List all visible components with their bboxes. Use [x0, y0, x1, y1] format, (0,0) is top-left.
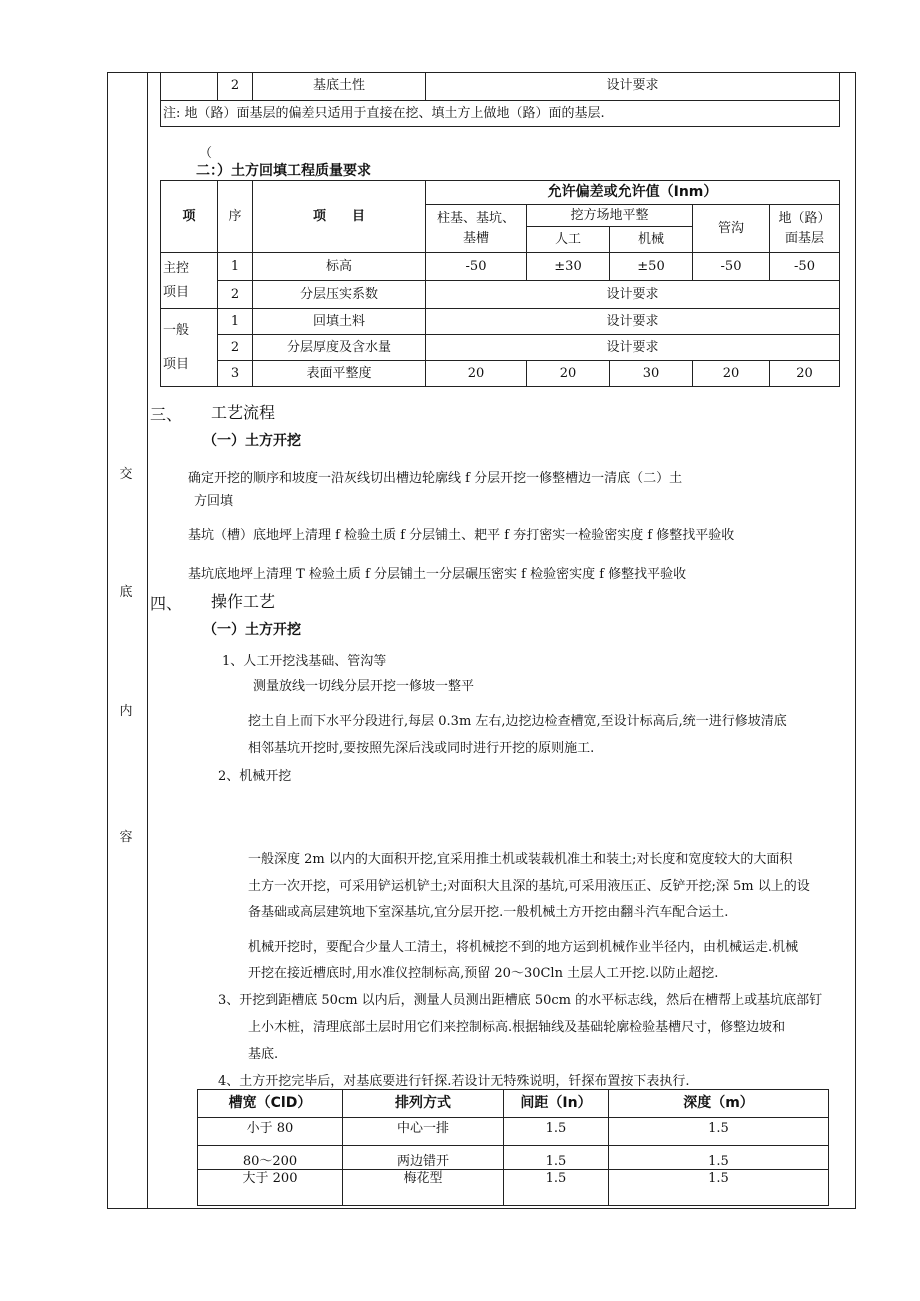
- row-item: 分层压实系数: [253, 281, 426, 309]
- section4-subtitle: （一）土方开挖: [203, 622, 301, 638]
- cell-value: -50: [693, 253, 770, 281]
- table-cell: 1.5: [504, 1118, 609, 1146]
- cell-value: 20: [527, 361, 610, 387]
- group-general: 一般 项目: [161, 309, 218, 387]
- section2-paren: （: [199, 146, 213, 161]
- paragraph: 机械开挖时，要配合少量人工清土，将机械挖不到的地方运到机械作业半径内，由机械运走.机械: [248, 940, 799, 955]
- cell-value: 20: [770, 361, 840, 387]
- row-num: 2: [218, 335, 253, 361]
- paragraph: 1、人工开挖浅基础、管沟等: [222, 654, 387, 669]
- paragraph: 土方一次开挖，可采用铲运机铲土;对面积大且深的基坑,可采用液压正、反铲开挖;深 5m 以上的设: [248, 879, 810, 894]
- table-cell: 1.5: [609, 1118, 829, 1146]
- table-note: 注: 地（路）面基层的偏差只适用于直接在挖、填土方上做地（路）面的基层.: [161, 100, 840, 126]
- flow-line: 基坑（槽）底地坪上清理 f 检验土质 f 分层铺土、耙平 f 夯打密实一检验密实度 f 修整找平验收: [188, 528, 735, 543]
- row-num: 2: [218, 281, 253, 309]
- cell-value: -50: [770, 253, 840, 281]
- side-label-char: 容: [119, 830, 133, 845]
- section4-number: 四、: [150, 594, 183, 613]
- header-site-grading: 挖方场地平整: [527, 205, 693, 227]
- table-cell: 1.5: [609, 1170, 829, 1206]
- cell-value: ±50: [610, 253, 693, 281]
- table-cell: 小于 80: [198, 1118, 343, 1146]
- flow-line: 方回填: [194, 494, 234, 509]
- paragraph: 挖土自上而下水平分段进行,每层 0.3m 左右,边挖边检查槽宽,至设计标高后,统一进行修坡清底: [248, 714, 787, 729]
- row-item: 分层厚度及含水量: [253, 335, 426, 361]
- paragraph: 上小木桩，清理底部土层时用它们来控制标高.根据轴线及基础轮廓检验基槽尺寸，修整边坡和: [248, 1020, 786, 1035]
- header-cell: 排列方式: [343, 1090, 504, 1118]
- cell-value: ±30: [527, 253, 610, 281]
- paragraph: 3、开挖到距槽底 50cm 以内后，测量人员测出距槽底 50cm 的水平标志线，然后在槽帮上或基坑底部钉: [218, 993, 823, 1008]
- paragraph: 开挖在接近槽底时,用水准仪控制标高,预留 20～30Cln 土层人工开挖.以防止超挖.: [248, 966, 719, 981]
- table-cell: 梅花型: [343, 1170, 504, 1206]
- row-num: 1: [218, 253, 253, 281]
- table-cell: 大于 200: [198, 1170, 343, 1206]
- cell-span: 设计要求: [426, 281, 840, 309]
- cell-value: 30: [610, 361, 693, 387]
- section3-title: 工艺流程: [211, 403, 276, 422]
- header-cell: 槽宽（ClD）: [198, 1090, 343, 1118]
- paragraph: 一般深度 2m 以内的大面积开挖,宜采用推土机或装载机准土和装土;对长度和宽度较大的大面积: [248, 852, 793, 867]
- row-item: 表面平整度: [253, 361, 426, 387]
- paragraph: 基底.: [248, 1047, 279, 1062]
- table-cell: 80～200: [198, 1146, 343, 1170]
- backfill-quality-table: [160, 180, 840, 387]
- top-table: [160, 72, 840, 127]
- cell-value: 20: [693, 361, 770, 387]
- paragraph: 4、土方开挖完毕后，对基底要进行钎探.若设计无特殊说明，钎探布置按下表执行.: [218, 1074, 690, 1089]
- paragraph: 备基础或高层建筑地下室深基坑,宜分层开挖.一般机械土方开挖由翻斗汽车配合运土.: [248, 905, 729, 920]
- side-label-char: 内: [119, 704, 133, 719]
- paragraph: 测量放线一切线分层开挖一修坡一整平: [253, 679, 475, 694]
- header-manual: 人工: [527, 227, 610, 253]
- section3-subtitle: （一）土方开挖: [203, 433, 301, 449]
- side-label-char: 底: [119, 585, 133, 600]
- header-machine: 机械: [610, 227, 693, 253]
- cell-span: 设计要求: [426, 335, 840, 361]
- header-cell: 深度（m）: [609, 1090, 829, 1118]
- row-item: 回填土料: [253, 309, 426, 335]
- paragraph: 相邻基坑开挖时,要按照先深后浅或同时进行开挖的原则施工.: [248, 741, 595, 756]
- header-trench: 管沟: [693, 205, 770, 253]
- table-cell: 中心一排: [343, 1118, 504, 1146]
- row-num: 3: [218, 361, 253, 387]
- side-divider: [147, 72, 148, 1209]
- probe-table: [197, 1089, 829, 1206]
- row-item: 基底土性: [253, 72, 426, 100]
- row-value: 设计要求: [426, 72, 840, 100]
- cell-value: -50: [426, 253, 527, 281]
- section3-number: 三、: [150, 405, 183, 424]
- table-cell: 1.5: [609, 1146, 829, 1170]
- header-cell: 间距（In）: [504, 1090, 609, 1118]
- group-main: 主控 项目: [161, 253, 218, 309]
- flow-line: 基坑底地坪上清理 T 检验土质 f 分层铺土一分层碾压密实 f 检验密实度 f 修整找平验收: [188, 567, 687, 582]
- header-xu: 序: [218, 181, 253, 253]
- table-cell: 两边错开: [343, 1146, 504, 1170]
- cell-value: 20: [426, 361, 527, 387]
- header-xiang: 项: [161, 181, 218, 253]
- header-item: 项 目: [253, 181, 426, 253]
- row-num: 1: [218, 309, 253, 335]
- row-item: 标高: [253, 253, 426, 281]
- header-allowance: 允许偏差或允许值（Inm）: [426, 181, 840, 205]
- cell-span: 设计要求: [426, 309, 840, 335]
- row-num: 2: [218, 72, 253, 100]
- table-cell: 1.5: [504, 1170, 609, 1206]
- paragraph: 2、机械开挖: [218, 769, 292, 784]
- header-col-pit: 柱基、基坑、 基槽: [426, 205, 527, 253]
- side-label-char: 交: [119, 467, 133, 482]
- header-road-base: 地（路） 面基层: [770, 205, 840, 253]
- flow-line: 确定开挖的顺序和坡度一沿灰线切出槽边轮廓线 f 分层开挖一修整槽边一清底（二）土: [188, 471, 683, 486]
- section2-title: 二：）土方回填工程质量要求: [196, 163, 371, 179]
- section4-title: 操作工艺: [211, 592, 276, 611]
- table-cell: 1.5: [504, 1146, 609, 1170]
